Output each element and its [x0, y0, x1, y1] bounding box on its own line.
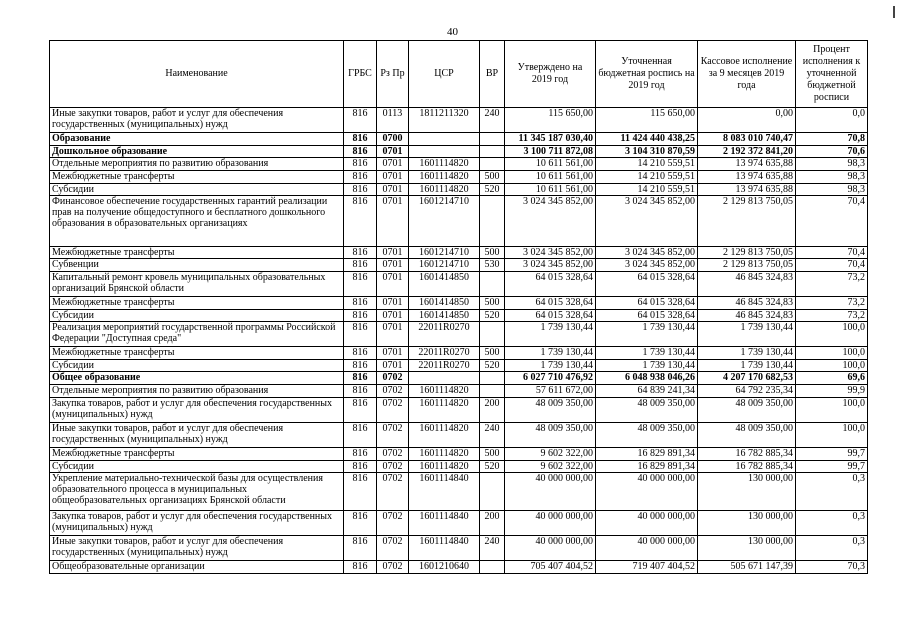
- cell-vr: [480, 133, 505, 146]
- cell-percent: 100,0: [796, 422, 868, 447]
- cell-csr: 22011R0270: [409, 347, 480, 360]
- cell-cash: 130 000,00: [698, 473, 796, 511]
- cell-name: Субсидии: [50, 183, 344, 196]
- header-csr: ЦСР: [409, 41, 480, 108]
- cell-vr: [480, 322, 505, 347]
- cell-grbs: 816: [344, 158, 377, 171]
- cell-grbs: 816: [344, 246, 377, 259]
- cell-cash: 0,00: [698, 108, 796, 133]
- cell-vr: 200: [480, 397, 505, 422]
- cell-refined: 1 739 130,44: [596, 347, 698, 360]
- cell-csr: 1601414850: [409, 271, 480, 296]
- cell-vr: [480, 372, 505, 385]
- cell-csr: 1601414850: [409, 309, 480, 322]
- cell-grbs: 816: [344, 561, 377, 574]
- cell-name: Общеобразовательные организации: [50, 561, 344, 574]
- cell-cash: 8 083 010 740,47: [698, 133, 796, 146]
- cell-grbs: 816: [344, 133, 377, 146]
- cell-csr: 1601114820: [409, 183, 480, 196]
- cell-approved: 6 027 710 476,92: [505, 372, 596, 385]
- budget-table: [49, 40, 868, 574]
- table-row: [50, 347, 868, 360]
- cell-grbs: 816: [344, 536, 377, 561]
- cell-cash: 48 009 350,00: [698, 422, 796, 447]
- cell-percent: 70,8: [796, 133, 868, 146]
- cell-cash: 1 739 130,44: [698, 347, 796, 360]
- cell-vr: [480, 145, 505, 158]
- table-row: [50, 271, 868, 296]
- cell-name: Общее образование: [50, 372, 344, 385]
- cell-name: Закупка товаров, работ и услуг для обеспечения государственных (муниципальных) нужд: [50, 511, 344, 536]
- cell-csr: [409, 372, 480, 385]
- cell-cash: 16 782 885,34: [698, 448, 796, 461]
- cell-cash: 130 000,00: [698, 511, 796, 536]
- cell-name: Дошкольное образование: [50, 145, 344, 158]
- cell-rzpr: 0701: [377, 196, 409, 246]
- cell-csr: 1601214710: [409, 246, 480, 259]
- cell-approved: 40 000 000,00: [505, 511, 596, 536]
- cell-rzpr: 0702: [377, 397, 409, 422]
- table-row: [50, 536, 868, 561]
- table-header-row: [50, 41, 868, 108]
- cell-vr: 240: [480, 108, 505, 133]
- cell-approved: 64 015 328,64: [505, 309, 596, 322]
- cell-vr: [480, 158, 505, 171]
- cell-refined: 3 024 345 852,00: [596, 196, 698, 246]
- cell-rzpr: 0701: [377, 296, 409, 309]
- cell-rzpr: 0701: [377, 271, 409, 296]
- cell-rzpr: 0702: [377, 460, 409, 473]
- table-row: [50, 296, 868, 309]
- cell-rzpr: 0701: [377, 158, 409, 171]
- cell-cash: 4 207 170 682,53: [698, 372, 796, 385]
- cell-approved: 10 611 561,00: [505, 183, 596, 196]
- cell-approved: 705 407 404,52: [505, 561, 596, 574]
- cell-grbs: 816: [344, 422, 377, 447]
- cell-csr: 1811211320: [409, 108, 480, 133]
- cell-vr: 520: [480, 460, 505, 473]
- cell-refined: 115 650,00: [596, 108, 698, 133]
- cell-approved: 3 024 345 852,00: [505, 246, 596, 259]
- cell-percent: 70,4: [796, 246, 868, 259]
- cell-percent: 99,7: [796, 460, 868, 473]
- cell-grbs: 816: [344, 359, 377, 372]
- cell-approved: 64 015 328,64: [505, 271, 596, 296]
- table-body: [50, 108, 868, 574]
- cell-csr: [409, 145, 480, 158]
- header-vr: ВР: [480, 41, 505, 108]
- cell-rzpr: 0701: [377, 322, 409, 347]
- cell-vr: 520: [480, 309, 505, 322]
- cell-percent: 73,2: [796, 309, 868, 322]
- cell-grbs: 816: [344, 183, 377, 196]
- cell-csr: 1601210640: [409, 561, 480, 574]
- cell-name: Межбюджетные трансферты: [50, 170, 344, 183]
- cell-rzpr: 0701: [377, 145, 409, 158]
- cell-refined: 1 739 130,44: [596, 359, 698, 372]
- cell-refined: 3 104 310 870,59: [596, 145, 698, 158]
- cell-percent: 0,3: [796, 536, 868, 561]
- cell-name: Межбюджетные трансферты: [50, 448, 344, 461]
- cell-approved: 10 611 561,00: [505, 170, 596, 183]
- cell-refined: 64 015 328,64: [596, 309, 698, 322]
- cell-vr: 500: [480, 170, 505, 183]
- cell-rzpr: 0702: [377, 511, 409, 536]
- table-row: [50, 158, 868, 171]
- cell-approved: 1 739 130,44: [505, 347, 596, 360]
- cell-percent: 69,6: [796, 372, 868, 385]
- cell-approved: 9 602 322,00: [505, 460, 596, 473]
- cell-vr: 500: [480, 296, 505, 309]
- cell-rzpr: 0702: [377, 536, 409, 561]
- cell-vr: 500: [480, 347, 505, 360]
- cell-refined: 64 015 328,64: [596, 271, 698, 296]
- table-row: [50, 561, 868, 574]
- cell-name: Субвенции: [50, 259, 344, 272]
- cell-rzpr: 0701: [377, 359, 409, 372]
- cell-vr: 530: [480, 259, 505, 272]
- cell-grbs: 816: [344, 309, 377, 322]
- cell-grbs: 816: [344, 372, 377, 385]
- cell-name: Межбюджетные трансферты: [50, 296, 344, 309]
- table-row: [50, 448, 868, 461]
- cell-grbs: 816: [344, 296, 377, 309]
- cell-name: Субсидии: [50, 309, 344, 322]
- cell-cash: 46 845 324,83: [698, 271, 796, 296]
- cell-grbs: 816: [344, 385, 377, 398]
- table-row: [50, 246, 868, 259]
- cell-cash: 13 974 635,88: [698, 170, 796, 183]
- cell-refined: 719 407 404,52: [596, 561, 698, 574]
- cell-rzpr: 0702: [377, 422, 409, 447]
- cell-cash: 13 974 635,88: [698, 183, 796, 196]
- cell-grbs: 816: [344, 397, 377, 422]
- table-row: [50, 322, 868, 347]
- cell-grbs: 816: [344, 460, 377, 473]
- cell-refined: 1 739 130,44: [596, 322, 698, 347]
- cell-percent: 73,2: [796, 271, 868, 296]
- header-cash: Кассовое исполнение за 9 месяцев 2019 года: [698, 41, 796, 108]
- table-row: [50, 460, 868, 473]
- cell-percent: 98,3: [796, 183, 868, 196]
- cell-rzpr: 0701: [377, 246, 409, 259]
- cell-percent: 0,0: [796, 108, 868, 133]
- cell-rzpr: 0702: [377, 372, 409, 385]
- header-rzpr: Рз Пр: [377, 41, 409, 108]
- cell-csr: 22011R0270: [409, 322, 480, 347]
- cell-csr: 1601114820: [409, 397, 480, 422]
- cell-percent: 70,6: [796, 145, 868, 158]
- cell-csr: 1601114820: [409, 170, 480, 183]
- cell-refined: 14 210 559,51: [596, 170, 698, 183]
- cell-refined: 16 829 891,34: [596, 448, 698, 461]
- cell-grbs: 816: [344, 259, 377, 272]
- cell-approved: 1 739 130,44: [505, 359, 596, 372]
- table-row: [50, 372, 868, 385]
- cell-cash: 16 782 885,34: [698, 460, 796, 473]
- scan-edge-mark: [893, 6, 895, 18]
- cell-name: Межбюджетные трансферты: [50, 246, 344, 259]
- cell-percent: 70,3: [796, 561, 868, 574]
- cell-vr: 500: [480, 246, 505, 259]
- cell-percent: 70,4: [796, 259, 868, 272]
- cell-grbs: 816: [344, 271, 377, 296]
- cell-cash: 130 000,00: [698, 536, 796, 561]
- cell-refined: 16 829 891,34: [596, 460, 698, 473]
- cell-refined: 64 015 328,64: [596, 296, 698, 309]
- cell-approved: 64 015 328,64: [505, 296, 596, 309]
- cell-refined: 3 024 345 852,00: [596, 259, 698, 272]
- cell-rzpr: 0700: [377, 133, 409, 146]
- table-row: [50, 196, 868, 246]
- cell-csr: 1601114820: [409, 385, 480, 398]
- cell-grbs: 816: [344, 108, 377, 133]
- cell-grbs: 816: [344, 347, 377, 360]
- cell-percent: 99,9: [796, 385, 868, 398]
- cell-vr: [480, 196, 505, 246]
- cell-name: Реализация мероприятий государственной программы Российской Федерации "Доступная среда": [50, 322, 344, 347]
- cell-csr: 1601114840: [409, 536, 480, 561]
- cell-grbs: 816: [344, 448, 377, 461]
- cell-approved: 10 611 561,00: [505, 158, 596, 171]
- cell-csr: 1601114820: [409, 460, 480, 473]
- cell-rzpr: 0701: [377, 347, 409, 360]
- table-row: [50, 309, 868, 322]
- cell-approved: 3 024 345 852,00: [505, 259, 596, 272]
- cell-name: Отдельные мероприятия по развитию образования: [50, 158, 344, 171]
- cell-approved: 115 650,00: [505, 108, 596, 133]
- cell-approved: 57 611 672,00: [505, 385, 596, 398]
- cell-percent: 98,3: [796, 170, 868, 183]
- cell-percent: 100,0: [796, 359, 868, 372]
- cell-refined: 48 009 350,00: [596, 422, 698, 447]
- cell-cash: 2 129 813 750,05: [698, 246, 796, 259]
- cell-approved: 40 000 000,00: [505, 473, 596, 511]
- cell-name: Иные закупки товаров, работ и услуг для обеспечения государственных (муниципальных) нужд: [50, 422, 344, 447]
- cell-approved: 11 345 187 030,40: [505, 133, 596, 146]
- cell-refined: 48 009 350,00: [596, 397, 698, 422]
- header-approved: Утверждено на 2019 год: [505, 41, 596, 108]
- cell-approved: 48 009 350,00: [505, 397, 596, 422]
- cell-approved: 40 000 000,00: [505, 536, 596, 561]
- table-row: [50, 511, 868, 536]
- cell-rzpr: 0701: [377, 259, 409, 272]
- table-row: [50, 133, 868, 146]
- cell-cash: 1 739 130,44: [698, 359, 796, 372]
- cell-grbs: 816: [344, 511, 377, 536]
- cell-name: Капитальный ремонт кровель муниципальных образовательных организаций Брянской области: [50, 271, 344, 296]
- cell-csr: 1601114820: [409, 422, 480, 447]
- table-row: [50, 170, 868, 183]
- cell-name: Межбюджетные трансферты: [50, 347, 344, 360]
- cell-grbs: 816: [344, 196, 377, 246]
- cell-approved: 9 602 322,00: [505, 448, 596, 461]
- cell-vr: [480, 561, 505, 574]
- cell-name: Субсидии: [50, 359, 344, 372]
- cell-rzpr: 0701: [377, 170, 409, 183]
- cell-vr: [480, 473, 505, 511]
- cell-vr: 520: [480, 183, 505, 196]
- cell-rzpr: 0702: [377, 448, 409, 461]
- cell-refined: 40 000 000,00: [596, 536, 698, 561]
- cell-percent: 70,4: [796, 196, 868, 246]
- table-row: [50, 422, 868, 447]
- cell-approved: 1 739 130,44: [505, 322, 596, 347]
- cell-name: Закупка товаров, работ и услуг для обеспечения государственных (муниципальных) нужд: [50, 397, 344, 422]
- cell-cash: 48 009 350,00: [698, 397, 796, 422]
- cell-vr: 500: [480, 448, 505, 461]
- cell-vr: 520: [480, 359, 505, 372]
- header-percent: Процент исполнения к уточненной бюджетной росписи: [796, 41, 868, 108]
- cell-rzpr: 0702: [377, 473, 409, 511]
- cell-refined: 40 000 000,00: [596, 473, 698, 511]
- cell-name: Отдельные мероприятия по развитию образования: [50, 385, 344, 398]
- cell-grbs: 816: [344, 473, 377, 511]
- cell-approved: 3 100 711 872,08: [505, 145, 596, 158]
- table-row: [50, 473, 868, 511]
- cell-csr: 1601214710: [409, 196, 480, 246]
- cell-csr: [409, 133, 480, 146]
- cell-name: Финансовое обеспечение государственных гарантий реализации прав на получение общедоступного и бесплатного дошкольного образования в образовательных организациях: [50, 196, 344, 246]
- cell-cash: 13 974 635,88: [698, 158, 796, 171]
- cell-name: Образование: [50, 133, 344, 146]
- cell-rzpr: 0702: [377, 561, 409, 574]
- header-grbs: ГРБС: [344, 41, 377, 108]
- cell-percent: 98,3: [796, 158, 868, 171]
- table-row: [50, 359, 868, 372]
- cell-rzpr: 0113: [377, 108, 409, 133]
- cell-vr: [480, 385, 505, 398]
- cell-csr: 1601214710: [409, 259, 480, 272]
- cell-rzpr: 0702: [377, 385, 409, 398]
- cell-percent: 99,7: [796, 448, 868, 461]
- cell-csr: 22011R0270: [409, 359, 480, 372]
- table-row: [50, 145, 868, 158]
- cell-csr: 1601114820: [409, 448, 480, 461]
- cell-vr: 240: [480, 422, 505, 447]
- cell-refined: 14 210 559,51: [596, 183, 698, 196]
- cell-refined: 11 424 440 438,25: [596, 133, 698, 146]
- cell-refined: 3 024 345 852,00: [596, 246, 698, 259]
- cell-approved: 3 024 345 852,00: [505, 196, 596, 246]
- cell-percent: 100,0: [796, 397, 868, 422]
- cell-grbs: 816: [344, 145, 377, 158]
- header-refined: Уточненная бюджетная роспись на 2019 год: [596, 41, 698, 108]
- cell-refined: 64 839 241,34: [596, 385, 698, 398]
- cell-percent: 73,2: [796, 296, 868, 309]
- cell-csr: 1601114840: [409, 511, 480, 536]
- cell-rzpr: 0701: [377, 183, 409, 196]
- table-row: [50, 385, 868, 398]
- cell-cash: 505 671 147,39: [698, 561, 796, 574]
- cell-percent: 100,0: [796, 322, 868, 347]
- cell-name: Иные закупки товаров, работ и услуг для обеспечения государственных (муниципальных) нужд: [50, 536, 344, 561]
- cell-vr: 200: [480, 511, 505, 536]
- cell-refined: 40 000 000,00: [596, 511, 698, 536]
- cell-csr: 1601414850: [409, 296, 480, 309]
- cell-cash: 2 129 813 750,05: [698, 196, 796, 246]
- cell-percent: 0,3: [796, 511, 868, 536]
- cell-name: Укрепление материально-технической базы для осуществления образовательного процесса в муниципальных общеобразовательных организациях Брянской области: [50, 473, 344, 511]
- cell-cash: 46 845 324,83: [698, 309, 796, 322]
- cell-vr: 240: [480, 536, 505, 561]
- cell-csr: 1601114840: [409, 473, 480, 511]
- cell-percent: 100,0: [796, 347, 868, 360]
- cell-cash: 2 129 813 750,05: [698, 259, 796, 272]
- cell-name: Субсидии: [50, 460, 344, 473]
- header-name: Наименование: [50, 41, 344, 108]
- table-row: [50, 183, 868, 196]
- table-row: [50, 259, 868, 272]
- cell-cash: 2 192 372 841,20: [698, 145, 796, 158]
- table-row: [50, 397, 868, 422]
- cell-rzpr: 0701: [377, 309, 409, 322]
- table-row: [50, 108, 868, 133]
- cell-name: Иные закупки товаров, работ и услуг для обеспечения государственных (муниципальных) нужд: [50, 108, 344, 133]
- cell-refined: 6 048 938 046,26: [596, 372, 698, 385]
- cell-grbs: 816: [344, 170, 377, 183]
- cell-cash: 64 792 235,34: [698, 385, 796, 398]
- cell-csr: 1601114820: [409, 158, 480, 171]
- cell-vr: [480, 271, 505, 296]
- cell-grbs: 816: [344, 322, 377, 347]
- cell-refined: 14 210 559,51: [596, 158, 698, 171]
- cell-cash: 1 739 130,44: [698, 322, 796, 347]
- page-number: 40: [447, 26, 458, 38]
- cell-approved: 48 009 350,00: [505, 422, 596, 447]
- cell-cash: 46 845 324,83: [698, 296, 796, 309]
- cell-percent: 0,3: [796, 473, 868, 511]
